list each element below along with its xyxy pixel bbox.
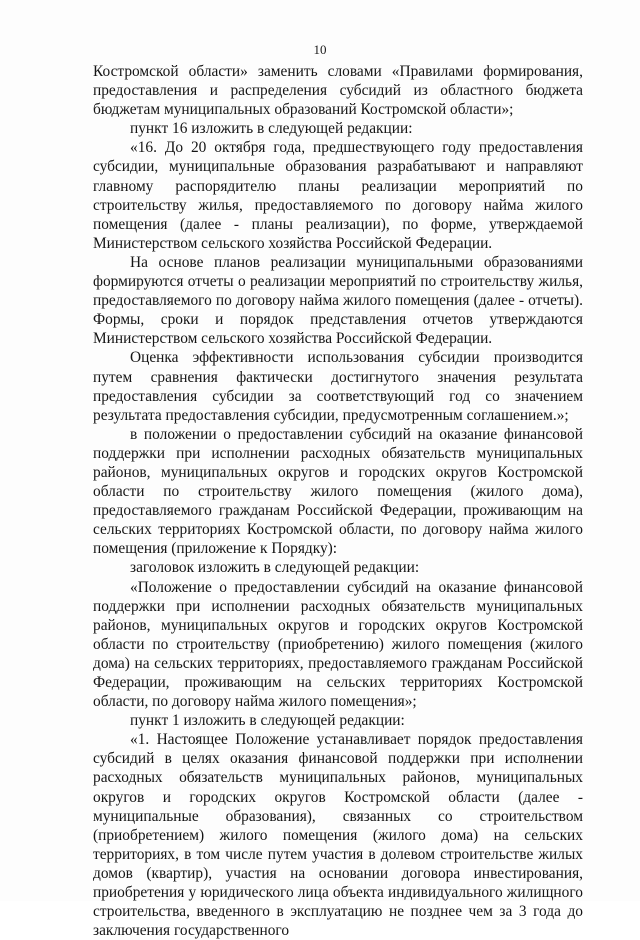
paragraph: в положении о предоставлении субсидий на оказание финансовой поддержки при исполнении расходных обязательств муниципальных районов, муниципальных округов и городских округов Костромской области по строительству жилого помещения (жилого дома), предоставляемого гражданам Российской Федерации, проживающим на сельских территориях Костромской области, по договору найма жилого помещения (приложение к Порядку):	[93, 425, 583, 558]
document-body	[93, 62, 583, 940]
paragraph: пункт 16 изложить в следующей редакции:	[130, 120, 413, 138]
page-number: 10	[313, 42, 327, 57]
paragraph: заголовок изложить в следующей редакции:	[130, 559, 420, 577]
paragraph: «1. Настоящее Положение устанавливает порядок предоставления субсидий в целях оказания финансовой поддержки при исполнении расходных обязательств муниципальных районов, муниципальных округов и городских округов Костромской области (далее - муниципальные образования), связанных со строительством (приобретением) жилого помещения (жилого дома) на сельских территориях, в том числе путем участия в долевом строительстве жилых домов (квартир), участия на основании договора инвестирования, приобретения у юридического лица объекта индивидуального жилищного строительства, введенного в эксплуатацию не позднее чем за 3 года до заключения государственного	[93, 731, 583, 940]
paragraph: На основе планов реализации муниципальными образованиями формируются отчеты о реализации мероприятий по строительству жилья, предоставляемого по договору найма жилого помещения (далее - отчеты). Формы, сроки и порядок представления отчетов утверждаются Министерством сельского хозяйства Российской Федерации.	[93, 253, 583, 348]
paragraph: Оценка эффективности использования субсидии производится путем сравнения фактически достигнутого значения результата предоставления субсидии за соответствующий год со значением результата предоставления субсидии, предусмотренным соглашением.»;	[93, 349, 583, 424]
paragraph: «16. До 20 октября года, предшествующего году предоставления субсидии, муниципальные образования разрабатывают и направляют главному распорядителю планы реализации мероприятий по строительству жилья, предоставляемого по договору найма жилого помещения (далее - планы реализации), по форме, утверждаемой Министерством сельского хозяйства Российской Федерации.	[93, 139, 583, 252]
paragraph: пункт 1 изложить в следующей редакции:	[130, 712, 405, 730]
paragraph: «Положение о предоставлении субсидий на оказание финансовой поддержки при исполнении расходных обязательств муниципальных районов, муниципальных округов и городских округов Костромской области по строительству (приобретению) жилого помещения (жилого дома) на сельских территориях, предоставляемого гражданам Российской Федерации, проживающим на сельских территориях Костромской области, по договору найма жилого помещения»;	[93, 578, 583, 711]
paragraph: Костромской области» заменить словами «Правилами формирования, предоставления и распределения субсидий из областного бюджета бюджетам муниципальных образований Костромской области»;	[93, 63, 583, 119]
